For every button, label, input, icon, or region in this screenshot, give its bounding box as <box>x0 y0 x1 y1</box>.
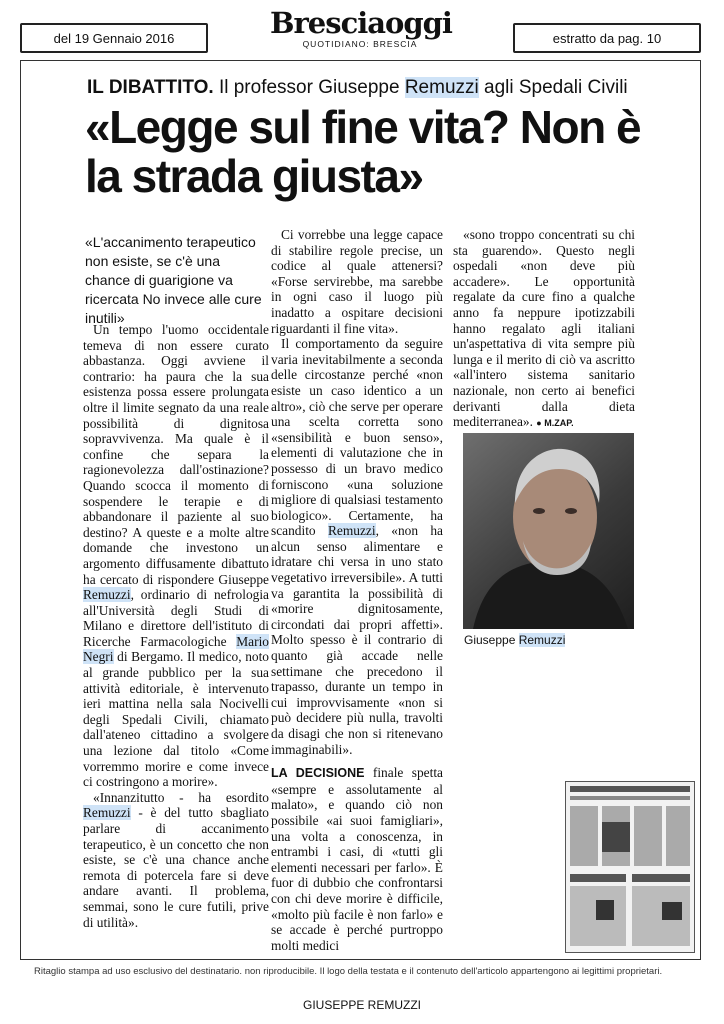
text-run: «Innanzitutto - ha esordito <box>93 789 269 805</box>
kicker-text-pre: Il professor Giuseppe <box>218 77 400 98</box>
article-frame <box>20 60 701 960</box>
masthead <box>270 8 450 49</box>
column-1-paragraph-1 <box>83 322 269 790</box>
name-highlight: Remuzzi <box>327 523 376 539</box>
column-1-paragraph-2 <box>83 790 269 930</box>
page-reference-text: estratto da pag. 10 <box>552 30 662 46</box>
kicker-text-post: agli Spedali Civili <box>484 77 628 98</box>
text-run: - è del tutto sbagliato parlare di accanimento terapeutico, è un concetto che non esiste, se c'è una chance anche remota di potercela fare si deve andare avanti. Il problema, semmai, sono le cure futili, prive di utilità». <box>83 805 269 930</box>
text-run: Il comportamento da seguire varia inevitabilmente a seconda delle circostanze perché «non esiste un caso identico a un altro», ciò che serve per operare una scelta corretta sono «sensibilità e buon senso», elementi di valutazione che in possesso di un bravo medico forniscono «una soluzione migliore di qualsiasi testamento biologico». Certamente, ha scandito <box>271 336 443 539</box>
photo-caption <box>464 633 565 647</box>
author-signature: ● M.ZAP. <box>536 418 574 429</box>
standfirst: «L'accanimento terapeutico non esiste, se c'è una chance di guarigione va ricercata No invece alle cure inutili» <box>85 234 262 326</box>
kicker-highlight: Remuzzi <box>404 77 479 98</box>
date-box <box>20 23 208 53</box>
portrait-photo <box>463 433 634 629</box>
article-column-1 <box>83 322 269 930</box>
page-reference-box <box>513 23 701 53</box>
text-run: Un tempo l'uomo occidentale temeva di non essere curato abbastanza. Oggi avviene il contrario: ha paura che la sua esistenza possa essere prolungata oltre il limite segnato da una reale possibilità di dignitosa sopravvivenza. Ma quale è il confine che separa la ragionevolezza dall'ostinazione? Quando scocca il momento di sospendere le terapie e di abbandonare il paziente al suo destino? A queste e a molte altre domande che investono un argomento diffusamente dibattuto ha cercato di rispondere Giuseppe <box>83 322 269 587</box>
column-3-paragraph-1 <box>453 227 635 432</box>
column-3-paragraph-1-text: «sono troppo concentrati su chi sta guarendo». Questo negli ospedali «non deve più accadere». Le opportunità regalate da cure fino a qualche anno fa neppure ipotizzabili hanno regalato agli italiani un'aspettativa di vita sempre più lunga e il merito di ciò va ascritto «all'intero sistema sanitario nazionale, non certo ai benefici derivanti dalla dieta mediterranea». <box>453 227 635 430</box>
text-run: , ordinario di nefrologia all'Università degli Studi di Milano e direttore dell'istituto di Ricerche Farmacologiche <box>83 587 269 649</box>
date-text: del 19 Gennaio 2016 <box>53 30 175 46</box>
kicker-label: IL DIBATTITO. <box>87 77 214 98</box>
footer-disclaimer: Ritaglio stampa ad uso esclusivo del destinatario. non riproducibile. Il logo della testata e il contenuto dell'articolo appartengono ai legittimi proprietari. <box>34 966 663 977</box>
masthead-subtitle: QUOTIDIANO: BRESCIA <box>302 39 418 49</box>
name-highlight: Remuzzi <box>83 805 131 821</box>
masthead-logo: Bresciaoggi <box>270 6 452 40</box>
photo-caption-highlight: Remuzzi <box>518 633 566 647</box>
article-column-3 <box>453 227 635 432</box>
portrait-illustration <box>463 433 634 629</box>
headline: «Legge sul fine vita? Non è la strada giusta» <box>85 101 641 202</box>
page-thumbnail <box>565 781 695 953</box>
footer-name: GIUSEPPE REMUZZI <box>302 998 421 1012</box>
column-2-paragraph-3-text: finale spetta «sempre e assolutamente al malato», e quando ciò non possibile «ai suoi famigliari», una volta a conoscenza, in entrambi i casi, di «tutti gli elementi necessari per farlo». È fuor di dubbio che confrontarsi con chi deve morire è difficile, «molto più facile è non farlo» e se accade è perché purtroppo molti medici <box>271 765 443 953</box>
column-2-paragraph-2 <box>271 336 443 757</box>
text-run: di Bergamo. Il medico, noto al grande pubblico per la sua attività editoriale, è intervenuto ieri mattina nella sala Nocivelli degli Spedali Civili, chiamato dall'ateneo cittadino a svolgere una lezione dal titolo «Come vorremmo morire e come invece ci costringono a morire». <box>83 649 269 790</box>
text-run: , «non ha alcun senso alimentare e idratare chi versa in uno stato vegetativo irreversibile». A tutti va garantita la possibilità di «morire dignitosamente, circondati dai propri affetti». Molto spesso è il contrario di quanto già accade nelle settimane che precedono il trapasso, durante un tempo in cui improvvisamente «non si può decidere più nulla, travolti da disagi che non si ritenevano immaginabili». <box>271 523 443 757</box>
column-2-paragraph-3 <box>271 765 443 953</box>
column-2-paragraph-1: Ci vorrebbe una legge capace di stabilire regole precise, un codice al quale attenersi? «Forse servirebbe, ma sarebbe in ogni caso il luogo più inadatto a ospitare decisioni riguardanti il fine vita». <box>271 227 443 336</box>
article-column-2 <box>271 227 443 953</box>
name-highlight: Remuzzi <box>83 587 131 603</box>
subhead-la-decisione: LA DECISIONE <box>271 766 365 781</box>
name-highlight: Mario Negri <box>83 633 269 665</box>
page-thumbnail-illustration <box>566 782 694 952</box>
photo-caption-name: Giuseppe <box>464 633 516 647</box>
kicker <box>87 77 628 99</box>
